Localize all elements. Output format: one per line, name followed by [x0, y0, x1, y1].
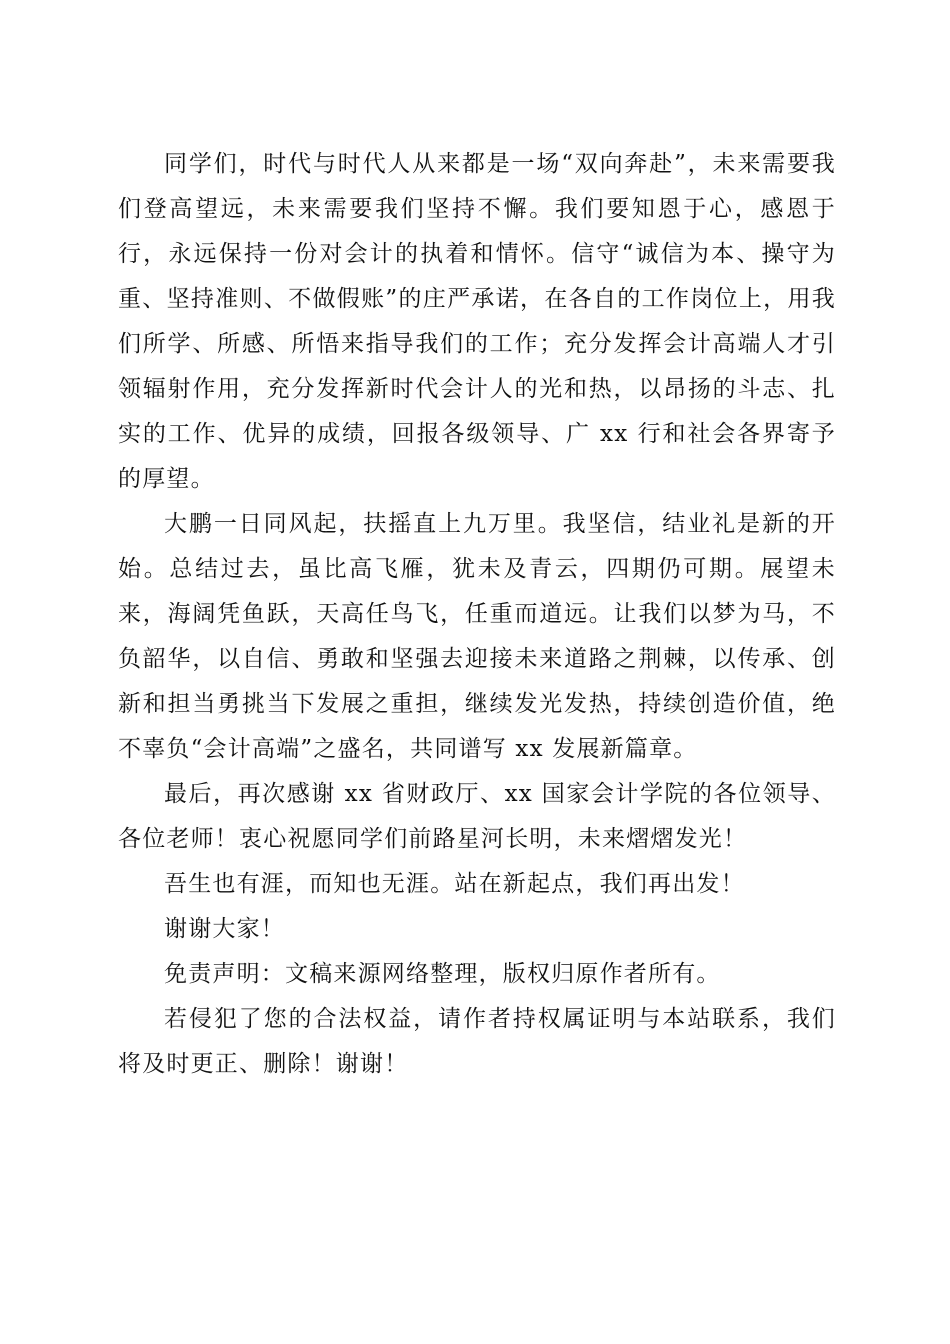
paragraph-set-out-again: 吾生也有涯，而知也无涯。站在新起点，我们再出发！: [164, 871, 745, 897]
paragraph-thanks-leaders: 最后，再次感谢 xx 省财政厅、xx 国家会计学院的各位领导、各位老师！衷心祝愿同学们前路星河长明，未来熠熠发光！: [118, 781, 836, 852]
paragraph-disclaimer: 免责声明：文稿来源网络整理，版权归原作者所有。: [164, 961, 721, 987]
paragraph-great-roc: 大鹏一日同风起，扶摇直上九万里。我坚信，结业礼是新的开始。总结过去，虽比高飞雁，犹未及青云，四期仍可期。展望未来，海阔凭鱼跃，天高任鸟飞，任重而道远。让我们以梦为马，不负韶华，以自信、勇敢和坚强去迎接未来道路之荆棘，以传承、创新和担当勇挑当下发展之重担，继续发光发热，持续创造价值，绝不辜负“会计高端”之盛名，共同谱写 xx 发展新篇章。: [118, 511, 836, 762]
paragraph-thank-you: 谢谢大家！: [164, 916, 285, 942]
paragraph-infringement-notice: 若侵犯了您的合法权益，请作者持权属证明与本站联系，我们将及时更正、删除！谢谢！: [118, 1006, 836, 1077]
document-body: [118, 142, 836, 1087]
paragraph-dual-journey: 同学们，时代与时代人从来都是一场“双向奔赴”，未来需要我们登高望远，未来需要我们坚持不懈。我们要知恩于心，感恩于行，永远保持一份对会计的执着和情怀。信守“诚信为本、操守为重、坚持准则、不做假账”的庄严承诺，在各自的工作岗位上，用我们所学、所感、所悟来指导我们的工作；充分发挥会计高端人才引领辐射作用，充分发挥新时代会计人的光和热，以昂扬的斗志、扎实的工作、优异的成绩，回报各级领导、广 xx 行和社会各界寄予的厚望。: [118, 151, 836, 492]
